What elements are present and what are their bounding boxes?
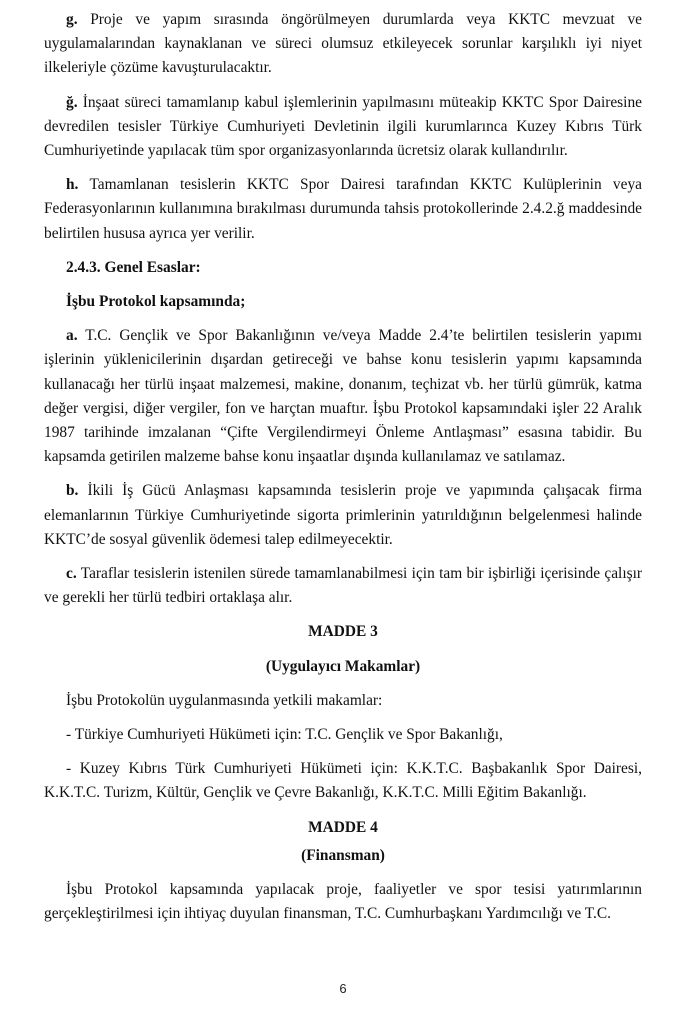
article-4-text: İşbu Protokol kapsamında yapılacak proje, faaliyetler ve spor tesisi yatırımlarının gerçekleştirilmesi için ihtiyaç duyulan finansman, T.C. Cumhurbaşkanı Yardımcılığı ve T.C. bbox=[44, 881, 642, 923]
paragraph-text: Taraflar tesislerin istenilen sürede tamamlanabilmesi için tam bir işbirliği içerisinde çalışır ve gerekli her türlü tedbiri ortaklaşa alır. bbox=[44, 565, 642, 607]
paragraph-label: b. bbox=[66, 482, 79, 500]
paragraph-text: Proje ve yapım sırasında öngörülmeyen durumlarda veya KKTC mevzuat ve uygulamalarından kaynaklanan ve süreci olumsuz etkileyecek sorunlar karşılıklı iyi niyet ilkeleriyle çözüme kavuşturulacaktır. bbox=[44, 11, 642, 77]
paragraph-label: g. bbox=[66, 11, 78, 28]
section-heading: 2.4.3. Genel Esaslar: bbox=[66, 258, 201, 276]
paragraph-b bbox=[44, 479, 642, 552]
paragraph-label: c. bbox=[66, 565, 77, 583]
paragraph-text: Tamamlanan tesislerin KKTC Spor Dairesi tarafından KKTC Kulüplerinin veya Federasyonlarının kullanımına bırakılması durumunda tahsis protokollerinde 2.4.2.ğ maddesinde belirtilen hususa ayrıca yer verilir. bbox=[44, 176, 642, 242]
paragraph-a bbox=[44, 324, 642, 469]
article-3-item-2: - Kuzey Kıbrıs Türk Cumhuriyeti Hükümeti için: K.K.T.C. Başbakanlık Spor Dairesi, K.K.T.C. Turizm, Kültür, Gençlik ve Çevre Bakanlığı, K.K.T.C. Milli Eğitim Bakanlığı. bbox=[44, 760, 642, 802]
paragraph-text: İkili İş Gücü Anlaşması kapsamında tesislerin proje ve yapımında çalışacak firma elemanlarının Türkiye Cumhuriyetinde sigorta primlerinin yatırıldığının belgelenmesi halinde KKTC’de sosyal güvenlik ödemesi talep edilmeyecektir. bbox=[44, 482, 642, 548]
paragraph-label: h. bbox=[66, 176, 79, 194]
article-3-subtitle: (Uygulayıcı Makamlar) bbox=[265, 657, 421, 675]
article-4-subtitle: (Finansman) bbox=[301, 846, 385, 864]
paragraph-g bbox=[44, 8, 642, 81]
paragraph-g-breve bbox=[44, 91, 642, 164]
paragraph-text: T.C. Gençlik ve Spor Bakanlığının ve/veya Madde 2.4’te belirtilen tesislerin yapımı işlerinin yüklenicilerinin dışardan getireceği ve bahse konu tesislerin yapımı kapsamında kullanacağı her türlü inşaat malzemesi, makine, donanım, teçhizat vb. her türlü gümrük, katma değer vergisi, diğer vergiler, fon ve harçtan muaftır. İşbu Protokol kapsamındaki işler 22 Aralık 1987 tarihinde imzalanan “Çifte Vergilendirmeyi Önleme Antlaşması” esasına tabidir. Bu kapsamda getirilen malzeme bahse konu inşaatlar dışında kullanılamaz ve satılamaz. bbox=[44, 327, 642, 466]
paragraph-h bbox=[44, 173, 642, 246]
article-3-title: MADDE 3 bbox=[308, 623, 378, 641]
article-3-item-1: - Türkiye Cumhuriyeti Hükümeti için: T.C. Gençlik ve Spor Bakanlığı, bbox=[66, 726, 503, 744]
paragraph-text: İnşaat süreci tamamlanıp kabul işlemlerinin yapılmasını müteakip KKTC Spor Dairesine devredilen tesisler Türkiye Cumhuriyeti Devletinin ilgili kurumlarınca Kuzey Kıbrıs Türk Cumhuriyetinde yapılacak tüm spor organizasyonlarında ücretsiz olarak kullandırılır. bbox=[44, 93, 642, 160]
article-4-title: MADDE 4 bbox=[308, 818, 378, 836]
paragraph-label: a. bbox=[66, 327, 78, 345]
paragraph-c bbox=[44, 562, 642, 610]
page-number: 6 bbox=[339, 981, 347, 996]
article-3-intro: İşbu Protokolün uygulanmasında yetkili makamlar: bbox=[66, 691, 383, 709]
section-subheading: İşbu Protokol kapsamında; bbox=[66, 293, 246, 311]
paragraph-label: ğ. bbox=[66, 93, 78, 111]
